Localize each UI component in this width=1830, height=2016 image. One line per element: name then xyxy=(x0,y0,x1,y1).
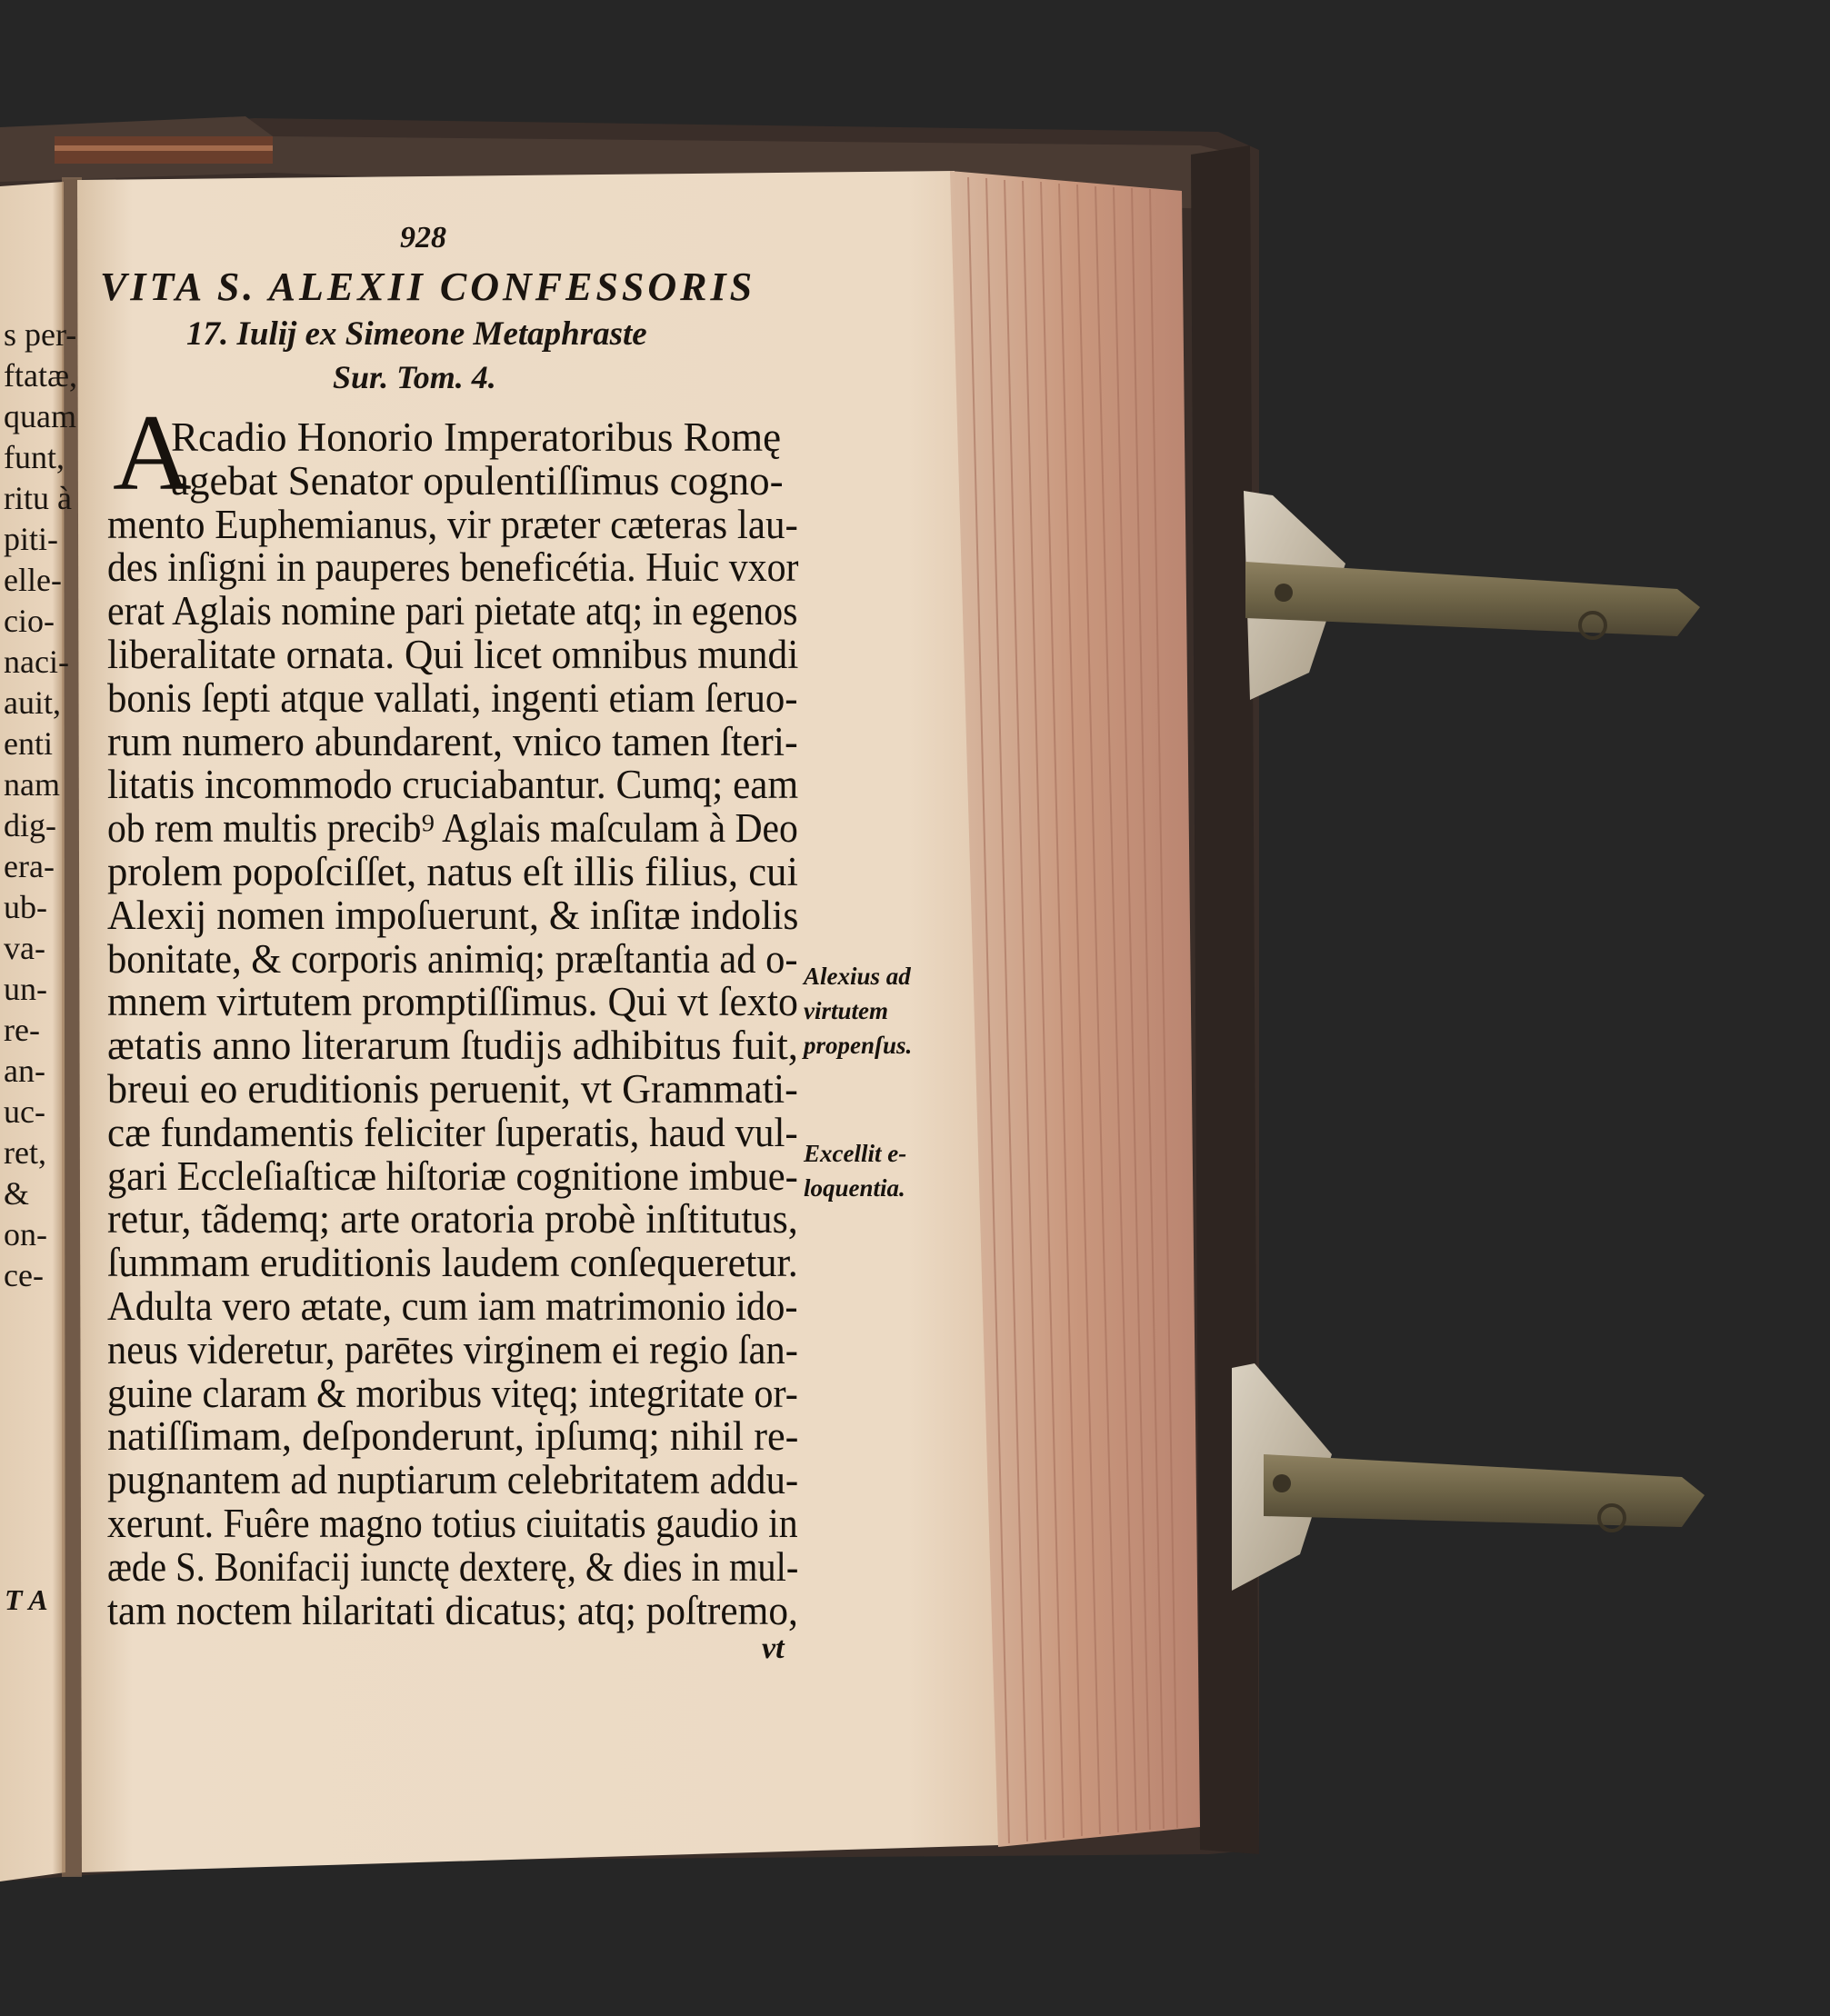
body-line: natiſſimam, deſponderunt, ipſumq; nihil re- xyxy=(107,1413,799,1460)
body-line: guine claram & moribus vitęq; integritate or- xyxy=(107,1370,798,1416)
body-line: ætatis anno literarum ſtudijs adhibitus fuit, xyxy=(107,1023,798,1069)
body-line: neus videretur, parētes virginem ei regio ſan- xyxy=(107,1326,798,1372)
body-line: mento Euphemianus, vir præter cæteras lau- xyxy=(107,501,798,547)
body-line: pugnantem ad nuptiarum celebritatem addu- xyxy=(107,1457,799,1503)
left-page-fragment: naci- xyxy=(4,644,69,680)
body-line: ob rem multis precib⁹ Aglais maſculam à Deo xyxy=(107,805,798,852)
left-page-fragment: funt, xyxy=(4,439,65,475)
title-line-1: VITA S. ALEXII CONFESSORIS xyxy=(100,264,756,309)
body-line: agebat Senator opulentiſſimus cogno- xyxy=(171,457,784,504)
title-line-3: Sur. Tom. 4. xyxy=(333,359,496,395)
margin-note-line: loquentia. xyxy=(804,1174,905,1202)
body-line: Alexij nomen impoſuerunt, & inſitæ indolis xyxy=(107,892,799,938)
body-line: breui eo eruditionis peruenit, vt Grammati- xyxy=(107,1066,798,1112)
left-page-fragment: ftatæ, xyxy=(4,357,77,394)
body-line: gari Eccleſiaſticæ hiſtoriæ cognitione imbue- xyxy=(107,1153,798,1199)
body-line: mnem virtutem promptiſſimus. Qui vt ſexto xyxy=(107,979,798,1025)
left-page-fragment: s per- xyxy=(4,316,77,353)
left-page-fragment: cio- xyxy=(4,603,55,639)
page-number: 928 xyxy=(400,221,446,254)
left-page-fragment: ub- xyxy=(4,889,47,925)
left-page-fragment: an- xyxy=(4,1053,45,1089)
body-line: bonitate, & corporis animiq; præſtantia ad o- xyxy=(107,935,798,982)
catchword: vt xyxy=(762,1632,785,1665)
headband-thread xyxy=(55,145,273,151)
left-page-fragment: & xyxy=(4,1175,30,1212)
left-page-fragment: quam xyxy=(4,398,76,434)
margin-note-line: propenſus. xyxy=(804,1032,913,1059)
body-line: erat Aglais nomine pari pietate atq; in egenos xyxy=(107,588,798,634)
body-line: Adulta vero ætate, cum iam matrimonio ido- xyxy=(107,1283,798,1329)
left-page-fragment: ritu à xyxy=(4,480,72,516)
left-page-fragment: uc- xyxy=(4,1093,45,1130)
left-page-text xyxy=(4,316,77,1454)
body-line: tam noctem hilaritati dicatus; atq; poſtremo, xyxy=(107,1587,798,1633)
left-page-fragment: enti xyxy=(4,725,53,762)
left-page-fragment: un- xyxy=(4,971,47,1007)
body-line: bonis ſepti atque vallati, ingenti etiam ſeruo- xyxy=(107,674,798,721)
body-line: æde S. Bonifacij iunctę dexterę, & dies in mul- xyxy=(107,1543,799,1590)
left-page-fragment: dig- xyxy=(4,807,56,843)
body-line: xerunt. Fuêre magno totius ciuitatis gaudio in xyxy=(107,1501,798,1546)
left-page-fragment: auit, xyxy=(4,684,61,721)
left-page-fragment: va- xyxy=(4,930,45,966)
left-page-fragment: ret, xyxy=(4,1134,46,1171)
body-line: liberalitate ornata. Qui licet omnibus mundi xyxy=(107,632,799,677)
left-page-fragment: ce- xyxy=(4,1257,44,1293)
body-line: ſummam eruditionis laudem conſequeretur. xyxy=(107,1240,798,1286)
left-page-fragment: nam xyxy=(4,766,60,803)
spine-edge xyxy=(1191,145,1259,1854)
margin-note-line: Alexius ad xyxy=(804,963,911,990)
margin-note-line: virtutem xyxy=(804,997,888,1024)
left-page-fragment: era- xyxy=(4,848,55,884)
lower-clasp-strap xyxy=(1264,1454,1705,1527)
body-line: des inſigni in pauperes beneficétia. Huic vxor xyxy=(107,544,799,591)
left-page-fragment: piti- xyxy=(4,521,58,557)
drop-cap: A xyxy=(113,392,192,513)
left-page-fragment: on- xyxy=(4,1216,47,1253)
body-line: Rcadio Honorio Imperatoribus Romę xyxy=(171,414,782,460)
left-page-catchword: T A xyxy=(5,1583,48,1616)
upper-clasp-rivet xyxy=(1275,584,1293,602)
left-page-fragment: re- xyxy=(4,1012,40,1048)
left-page-fragment: elle- xyxy=(4,562,62,598)
body-line: prolem popoſciſſet, natus eſt illis filius, cui xyxy=(107,849,798,894)
body-line: rum numero abundarent, vnico tamen ſteri- xyxy=(107,718,798,764)
body-line: retur, tãdemq; arte oratoria probè inſtitutus, xyxy=(107,1196,798,1243)
lower-clasp-rivet xyxy=(1273,1474,1291,1492)
margin-note-line: Excellit e- xyxy=(804,1140,907,1167)
title-line-2: 17. Iulij ex Simeone Metaphraste xyxy=(186,315,647,353)
body-line: cæ fundamentis feliciter ſuperatis, haud vul- xyxy=(107,1109,798,1155)
body-line: litatis incommodo cruciabantur. Cumq; eam xyxy=(107,762,799,808)
